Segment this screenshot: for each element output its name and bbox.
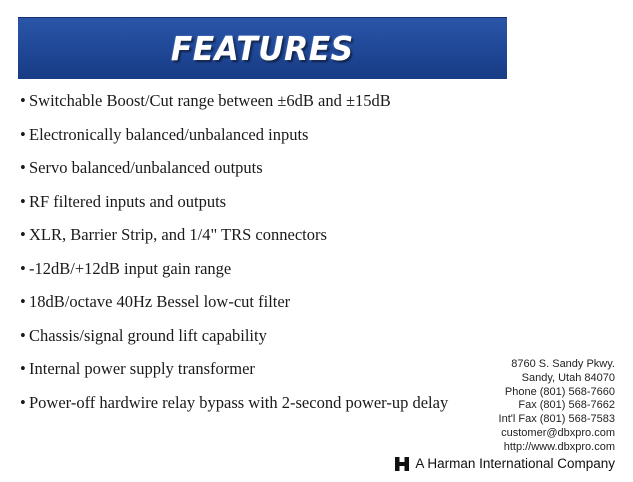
feature-text: RF filtered inputs and outputs (29, 191, 227, 211)
feature-text: Chassis/signal ground lift capability (29, 325, 267, 345)
feature-text: XLR, Barrier Strip, and 1/4" TRS connectors (29, 225, 327, 244)
feature-item (20, 391, 448, 425)
feature-text: Servo balanced/unbalanced outputs (29, 158, 263, 177)
bullet-icon: • (20, 292, 26, 311)
address-line-1: 8760 S. Sandy Pkwy. (511, 358, 615, 370)
features-list (20, 89, 448, 424)
feature-item (20, 357, 448, 391)
feature-text: -12dB/+12dB input gain range (29, 258, 232, 278)
company-footer (395, 456, 615, 471)
feature-text: Electronically balanced/unbalanced inputs (29, 124, 309, 144)
bullet-icon: • (20, 325, 26, 345)
bullet-icon: • (20, 124, 26, 144)
feature-item (20, 89, 448, 123)
feature-item (20, 123, 448, 157)
bullet-icon: • (20, 225, 26, 244)
bullet-icon: • (20, 258, 26, 278)
features-banner (18, 17, 507, 79)
feature-item (20, 290, 448, 324)
bullet-icon: • (20, 359, 26, 378)
feature-text: Internal power supply transformer (29, 359, 255, 378)
feature-item (20, 223, 448, 257)
feature-item (20, 190, 448, 224)
feature-text: Power-off hardwire relay bypass with 2-second power-up delay (29, 392, 449, 412)
feature-text: Switchable Boost/Cut range between ±6dB and ±15dB (29, 91, 391, 110)
banner-title: FEATURES (171, 28, 354, 68)
bullet-icon: • (20, 91, 26, 110)
feature-text: 18dB/octave 40Hz Bessel low-cut filter (29, 292, 291, 311)
bullet-icon: • (20, 158, 26, 177)
bullet-icon: • (20, 191, 26, 211)
company-name: A Harman International Company (415, 456, 615, 471)
email-address: customer@dbxpro.com (501, 426, 615, 439)
bullet-icon: • (20, 392, 26, 412)
harman-h-logo-icon (395, 457, 409, 471)
feature-item (20, 324, 448, 358)
address-line-2: Sandy, Utah 84070 (521, 371, 615, 384)
intl-fax-number: Int'l Fax (801) 568-7583 (498, 413, 615, 426)
website-url: http://www.dbxpro.com (503, 440, 615, 453)
phone-number: Phone (801) 568-7660 (504, 385, 615, 398)
feature-item (20, 257, 448, 291)
feature-item (20, 156, 448, 190)
fax-number: Fax (801) 568-7662 (518, 399, 615, 412)
contact-block (499, 358, 615, 455)
